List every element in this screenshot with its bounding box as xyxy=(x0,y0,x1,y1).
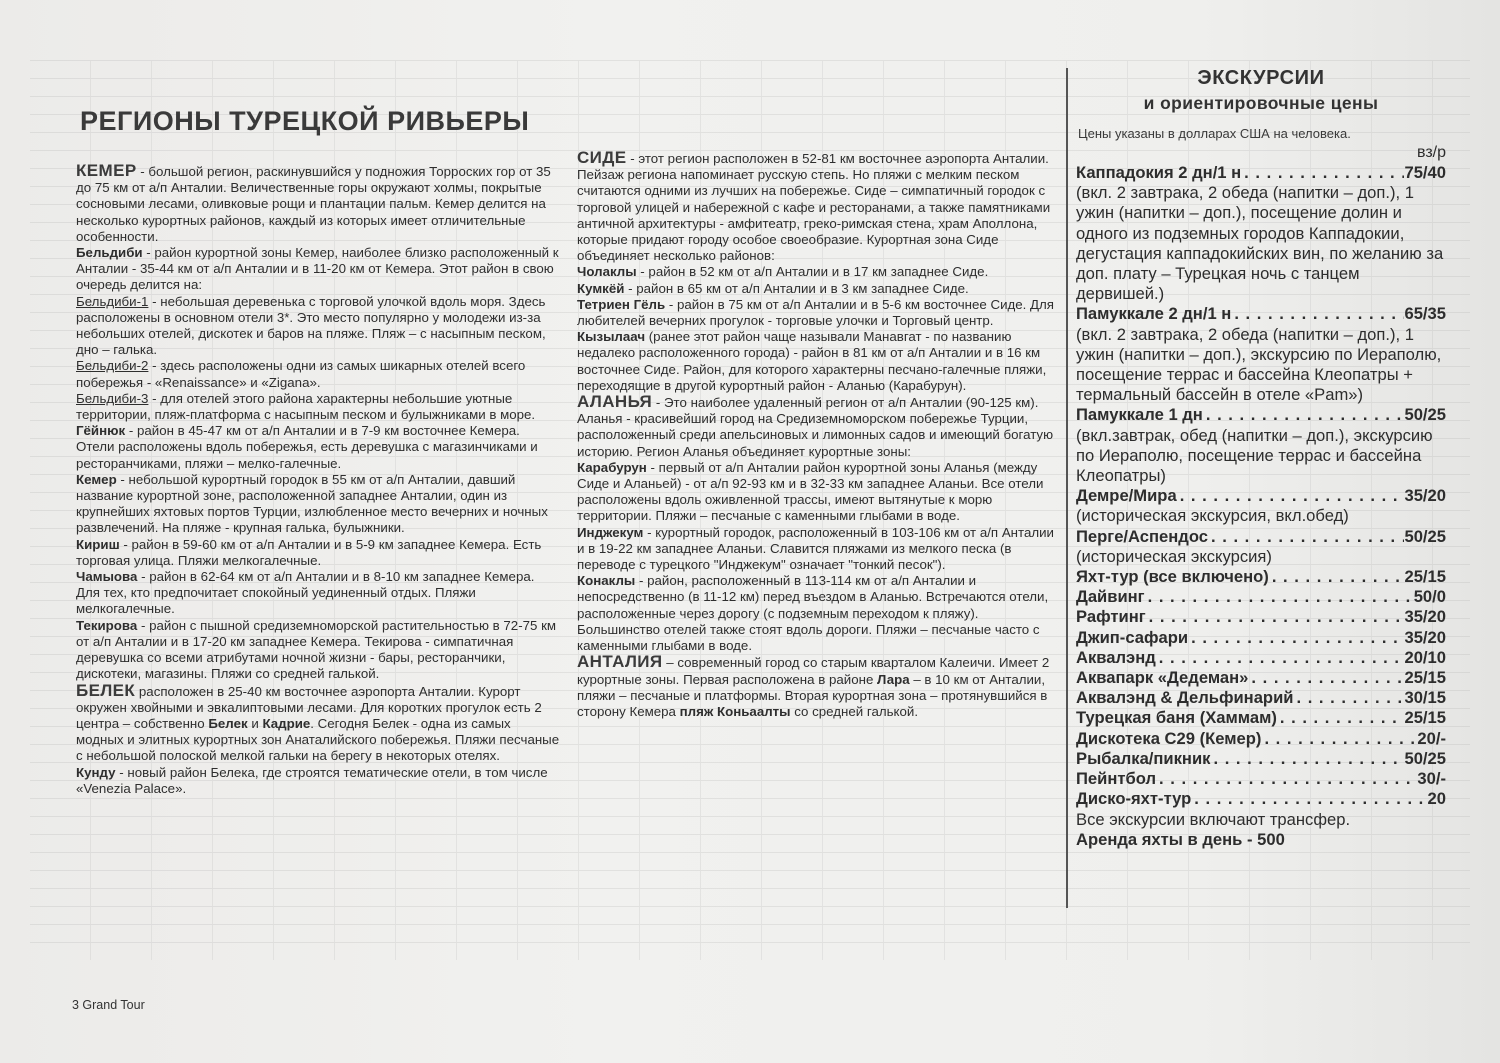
tetrien-paragraph: Тетриен Гёль - район в 75 км от а/п Анталии и в 5-6 км восточнее Сиде. Для любителей вечерних прогулок - торговые улочки и Торговый центр. xyxy=(577,296,1055,329)
excursion-price: 20/10 xyxy=(1404,647,1446,667)
kemer-heading: КЕМЕР xyxy=(76,161,137,180)
excursion-description: (историческая экскурсия, вкл.обед) xyxy=(1076,506,1349,526)
yacht-rent: Аренда яхты в день - 500 xyxy=(1076,829,1285,849)
excursion-price: 25/15 xyxy=(1404,668,1446,688)
excursion-row xyxy=(1076,607,1446,627)
kumkoy-paragraph: Кумкёй - район в 65 км от а/п Анталии и в 3 км западнее Сиде. xyxy=(577,280,969,296)
excursion-description: (вкл. 2 завтрака, 2 обеда (напитки – доп.), 1 ужин (напитки – доп.), экскурсию по Иераполю, посещение террас и бассейна Клеопатры + термальный бассейн в отеле «Pam») xyxy=(1076,324,1442,405)
excursion-row xyxy=(1076,587,1446,607)
excursion-price: 50/25 xyxy=(1404,405,1446,425)
kirish-paragraph: Кириш - район в 59-60 км от а/п Анталии и в 5-9 км западнее Кемера. Есть торговая улица. Пляжи мелкогалечные. xyxy=(76,536,542,568)
transfer-note: Все экскурсии включают трансфер. xyxy=(1076,809,1351,829)
excursion-row xyxy=(1076,628,1446,648)
belek-paragraph: БЕЛЕК расположен в 25-40 км восточнее аэропорта Анталии. Курорт окружен хвойными и эвкалиптовыми лесами. Для коротких прогулок есть 2 центра – собственно Белек и Кадрие. Сегодня Белек - одна из самых модных и элитных курортных зон Анаталийского побережья. Пляжи песчаные с небольшой полоской мелкой гальки на берегу в некоторых отелях. xyxy=(76,680,560,764)
excursion-name: Перге/Аспендос xyxy=(1076,526,1208,546)
excursion-row xyxy=(1076,567,1446,587)
excursion-row xyxy=(1076,688,1446,708)
excursion-name: Яхт-тур (все включено) xyxy=(1076,567,1269,587)
excursion-name: Аквалэнд & Дельфинарий xyxy=(1076,688,1294,708)
excursion-list xyxy=(1076,163,1446,810)
excursion-price: 50/25 xyxy=(1404,526,1446,546)
side-paragraph: СИДЕ - этот регион расположен в 52-81 км восточнее аэропорта Анталии. Пейзаж региона напоминает русскую степь. Но пляжи с мелким песком считаются одними из лучших на побережье. Сиде – симпатичный городок с торговой улицей и набережной с кафе и ресторанами, а также памятниками античной архитектуры - амфитеатр, греко-римская стена, храм Аполлона, которые придают городу особое своеобразие. Курортная зона Сиде объединяет несколько районов: xyxy=(577,148,1051,264)
excursion-name: Турецкая баня (Хаммам) xyxy=(1076,708,1277,728)
dot-leader xyxy=(1203,405,1405,425)
excursion-description: (вкл.завтрак, обед (напитки – доп.), экскурсию по Иераполю, посещение террас и бассейна Клеопатры) xyxy=(1076,425,1433,486)
dot-leader xyxy=(1145,587,1414,607)
excursion-name: Каппадокия 2 дн/1 н xyxy=(1076,163,1242,182)
beldibi1-paragraph: Бельдиби-1 - небольшая деревенька с торговой улочкой вдоль моря. Здесь расположены в основном отели 3*. Это место популярно у молодежи из-за небольших отелей, дискотек и баров на пляже. Пляж – с насыпным песком, дно – галька. xyxy=(76,293,546,358)
excursion-price: 20/- xyxy=(1417,728,1446,748)
excursion-price: 30/- xyxy=(1417,769,1446,789)
excursion-price: 25/15 xyxy=(1404,708,1446,728)
column-kemer-belek xyxy=(76,163,561,797)
dot-leader xyxy=(1177,486,1405,506)
excursion-row xyxy=(1076,304,1446,324)
excursion-description: (вкл. 2 завтрака, 2 обеда (напитки – доп.), 1 ужин (напитки – доп.), посещение долин и одного из подземных городов Каппадокии, дегустация каппадокийских вин, по желанию за доп. плату – Турецкая ночь с танцем дервишей.) xyxy=(1076,183,1444,304)
excursion-price: 30/15 xyxy=(1404,688,1446,708)
cholakly-paragraph: Чолаклы - район в 52 км от а/п Анталии и в 17 км западнее Сиде. xyxy=(577,264,989,280)
excursion-name: Дискотека С29 (Кемер) xyxy=(1076,728,1262,748)
excursion-price: 50/0 xyxy=(1413,587,1446,607)
dot-leader xyxy=(1231,304,1404,324)
page-title: РЕГИОНЫ ТУРЕЦКОЙ РИВЬЕРЫ xyxy=(80,106,530,137)
excursion-name: Демре/Мира xyxy=(1076,486,1177,506)
kemer-paragraph: КЕМЕР - большой регион, раскинувшийся у подножия Торроских гор от 35 до 75 км от а/п Анталии. Величественные горы окружают холмы, покрытые сосновыми лесами, оливковые рощи и плантации пальм. Кемер делится на несколько курортных районов, каждый из которых имеет отличительные особенности. xyxy=(76,161,551,244)
alanya-heading: АЛАНЬЯ xyxy=(577,392,653,412)
dot-leader xyxy=(1293,688,1404,708)
price-column-header: вз/р xyxy=(1417,144,1446,161)
column-divider xyxy=(1066,68,1068,908)
excursion-price: 20 xyxy=(1427,789,1446,809)
alanya-paragraph: АЛАНЬЯ - Это наиболее удаленный регион от а/п Анталии (90-125 км). Аланья - красивейший город на Средиземноморском побережье Турции, расположенный среди апельсиновых и лимонных садов и имеющий богатую историю. Регион Аланья объединяет курортные зоны: xyxy=(577,392,1054,459)
incekum-paragraph: Инджекум - курортный городок, расположенный в 103-106 км от а/п Анталии и в 19-22 км западнее Аланьи. Славится пляжами из мелкого песка (в переводе с турецкого "Инджекум" означает "тонкий песок"). xyxy=(577,524,1054,573)
excursion-price: 35/20 xyxy=(1404,607,1446,627)
excursion-row xyxy=(1076,405,1446,425)
dot-leader xyxy=(1146,607,1405,627)
excursion-name: Аквалэнд xyxy=(1076,647,1156,667)
excursion-name: Джип-сафари xyxy=(1076,627,1189,647)
excursion-name: Рыбалка/пикник xyxy=(1076,748,1211,768)
dot-leader xyxy=(1241,163,1404,183)
excursion-name: Пейнтбол xyxy=(1076,769,1157,789)
antalya-paragraph: АНТАЛИЯ – современный город со старым кварталом Калеичи. Имеет 2 курортные зоны. Первая расположена в районе Лара – в 10 км от Анталии, пляжи – песчаные и платформы. Вторая курортная зона – протянувшийся в сторону Кемера пляж Коньаалты со средней галькой. xyxy=(577,652,1050,719)
excursions-panel xyxy=(1076,66,1446,850)
excursion-name: Диско-яхт-тур xyxy=(1076,789,1192,809)
excursion-row xyxy=(1076,789,1446,809)
excursion-price: 35/20 xyxy=(1404,486,1446,506)
excursion-row xyxy=(1076,749,1446,769)
excursion-price: 50/25 xyxy=(1404,748,1446,768)
beldibi2-paragraph: Бельдиби-2 - здесь расположены одни из самых шикарных отелей всего побережья - «Renaissance» и «Zigana». xyxy=(76,358,526,390)
excursion-row xyxy=(1076,648,1446,668)
excursion-price: 65/35 xyxy=(1404,304,1446,324)
tekirova-paragraph: Текирова - район с пышной средиземноморской растительностью в 72-75 км от а/п Анталии и в 17-20 км западнее Кемера. Текирова - симпатичная деревушка со всеми атрибутами ночной жизни - бары, ресторанчики, дискотеки, магазины. Пляжи со средней галькой. xyxy=(76,617,557,682)
excursion-price: 35/20 xyxy=(1404,627,1446,647)
excursions-title: ЭКСКУРСИИ xyxy=(1197,67,1325,89)
excursion-row xyxy=(1076,163,1446,183)
excursion-row xyxy=(1076,708,1446,728)
excursion-price: 75/40 xyxy=(1404,163,1446,182)
dot-leader xyxy=(1269,567,1405,587)
dot-leader xyxy=(1248,668,1404,688)
dot-leader xyxy=(1156,648,1405,668)
dot-leader xyxy=(1156,769,1417,789)
geynuk-paragraph: Гёйнюк - район в 45-47 км от а/п Анталии и в 7-9 км восточнее Кемера. Отели расположены вдоль побережья, есть деревушка с магазинчиками и ресторанчиками, пляжи – мелко-галечные. xyxy=(76,423,538,471)
excursion-row xyxy=(1076,668,1446,688)
beldibi-paragraph: Бельдиби - район курортной зоны Кемер, наиболее близко расположенный к Анталии - 35-44 км от а/п Анталии и в 11-20 км от Кемера. Этот район в свою очередь делится на: xyxy=(76,245,559,293)
dot-leader xyxy=(1277,708,1405,728)
excursion-row xyxy=(1076,527,1446,547)
excursion-name: Дайвинг xyxy=(1076,587,1145,607)
excursion-name: Памуккале 2 дн/1 н xyxy=(1076,304,1232,324)
price-note: Цены указаны в долларах США на человека. xyxy=(1078,126,1351,141)
dot-leader xyxy=(1261,729,1417,749)
dot-leader xyxy=(1188,628,1404,648)
dot-leader xyxy=(1208,527,1404,547)
dot-leader xyxy=(1191,789,1427,809)
excursion-name: Памуккале 1 дн xyxy=(1076,405,1203,425)
page-footer: 3 Grand Tour xyxy=(72,998,145,1012)
excursions-subtitle: и ориентировочные цены xyxy=(1143,93,1379,113)
karaburun-paragraph: Карабурун - первый от а/п Анталии район курортной зоны Аланья (между Сиде и Аланьей) - от а/п 92-93 км и в 32-33 км западнее Аланьи. Все отели расположены вдоль оживленной трассы, имеют вытянутые к морю территории. Пляжи – песчаные с каменными глыбами в воде. xyxy=(577,459,1044,524)
belek-heading: БЕЛЕК xyxy=(76,680,136,700)
dot-leader xyxy=(1210,749,1404,769)
beldibi3-paragraph: Бельдиби-3 - для отелей этого района характерны небольшие уютные территории, пляж-платформа с насыпным песком и булыжниками в море. xyxy=(76,390,536,423)
excursion-name: Рафтинг xyxy=(1076,607,1146,627)
chamyova-paragraph: Чамыова - район в 62-64 км от а/п Анталии и в 8-10 км западнее Кемера. Для тех, кто предпочитает спокойный уединенный отдых. Пляжи мелкогалечные. xyxy=(76,569,535,617)
kemer-town-paragraph: Кемер - небольшой курортный городок в 55 км от а/п Анталии, давший название курортной зоне, расположенной западнее Анталии, один из крупнейших яхтовых портов Турции, излюбленное место вечерних и ночных развлечений. На пляже - крупная галька, булыжники. xyxy=(76,471,548,536)
kundu-paragraph: Кунду - новый район Белека, где строятся тематические отели, в том числе «Venezia Palace». xyxy=(76,764,548,796)
excursion-row xyxy=(1076,729,1446,749)
excursion-description: (историческая экскурсия) xyxy=(1076,546,1272,566)
excursion-row xyxy=(1076,486,1446,506)
excursion-price: 25/15 xyxy=(1404,567,1446,587)
side-heading: СИДЕ xyxy=(577,148,627,167)
column-side-alanya-antalya xyxy=(577,150,1057,720)
kyzylaach-paragraph: Кызылаач (ранее этот район чаще называли Манавгат - по названию недалеко расположенного города) - район в 81 км от а/п Анталии и в 16 км восточнее Сиде. Район, для которого характерны песчано-галечные пляжи, переходящие в другой курортный район - Аланью (Карабурун). xyxy=(577,329,1047,393)
antalya-heading: АНТАЛИЯ xyxy=(577,652,663,672)
excursion-name: Аквапарк «Дедеман» xyxy=(1076,668,1249,688)
konakly-paragraph: Конаклы - район, расположенный в 113-114 км от а/п Анталии и непосредственно (в 11-12 км) перед въездом в Аланью. Встречаются отели, расположенные через дорогу (с подземным переходом к пляжу). Большинство отелей также стоят вдоль дороги. Пляжи – песчаные часто с каменными глыбами в воде. xyxy=(577,573,1049,654)
excursion-row xyxy=(1076,769,1446,789)
